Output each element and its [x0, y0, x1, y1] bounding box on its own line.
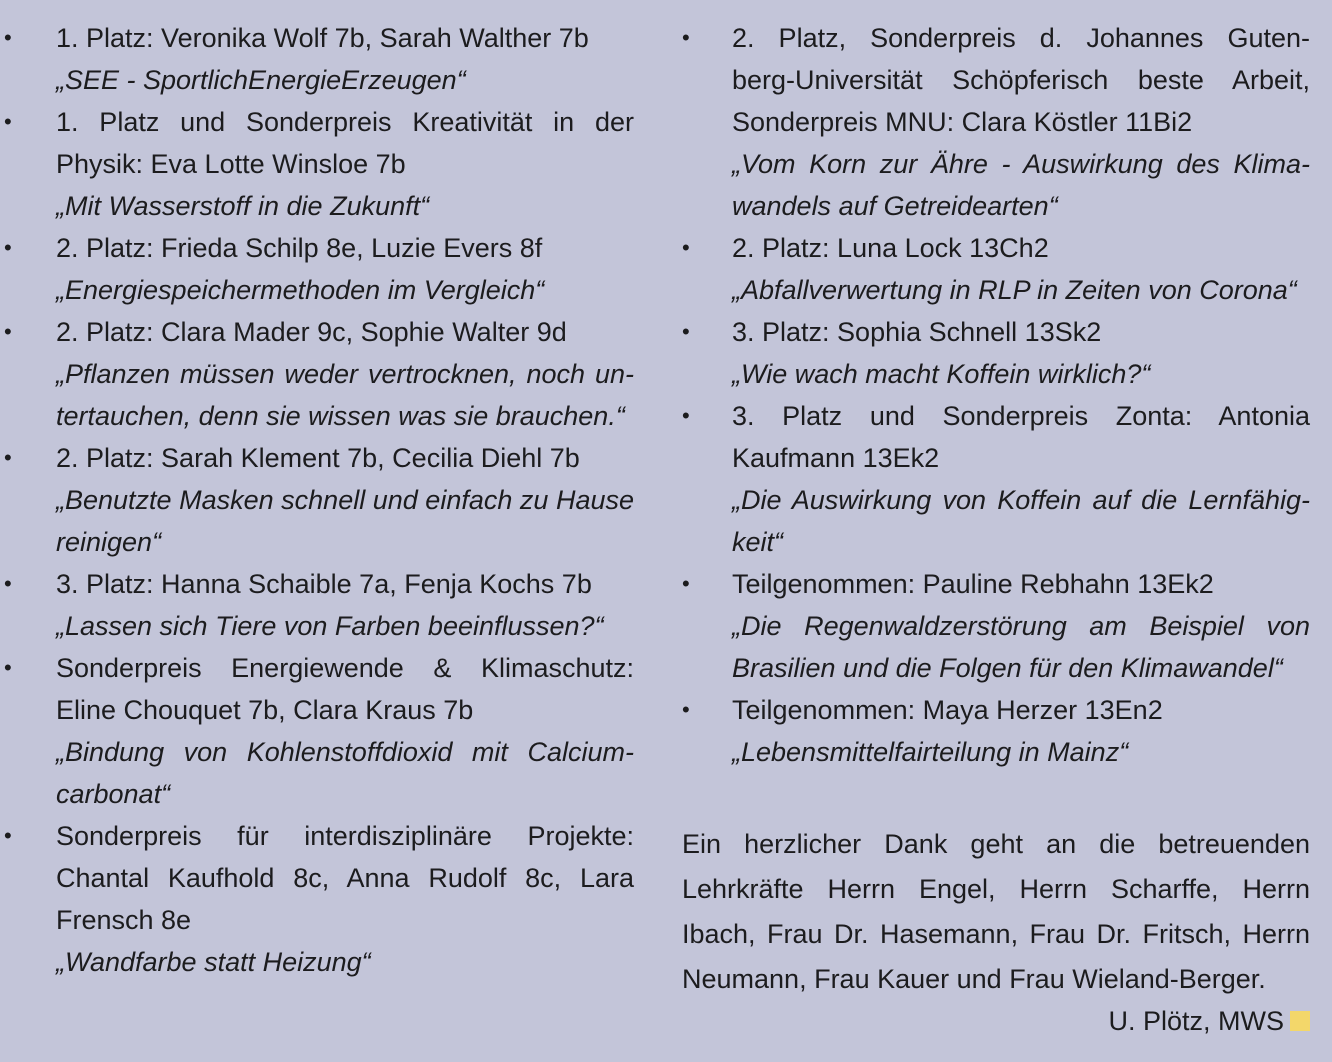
project-title: reinigen“: [56, 527, 162, 557]
thanks-line: Neumann, Frau Kauer und Frau Wieland-Berger.: [682, 964, 1266, 994]
award-entry: [676, 17, 1310, 227]
project-title: Brasilien und die Folgen für den Klimawandel“: [732, 653, 1283, 683]
award-line: • 3. Platz: Sophia Schnell 13Sk2: [732, 317, 1102, 347]
award-entry: [0, 815, 634, 983]
award-line: • 1. Platz und Sonderpreis Kreativität in der: [56, 107, 634, 137]
thanks-line: Ibach, Frau Dr. Hasemann, Frau Dr. Fritsch, Herrn: [682, 919, 1310, 949]
award-entry: [676, 395, 1310, 563]
award-entry: [0, 563, 634, 647]
award-line: • 3. Platz: Hanna Schaible 7a, Fenja Kochs 7b: [56, 569, 592, 599]
thanks-paragraph: [682, 822, 1310, 1002]
award-line: • Teilgenommen: Maya Herzer 13En2: [732, 695, 1163, 725]
project-title: „Die Auswirkung von Koffein auf die Lernfähig-: [732, 485, 1310, 515]
award-entry: [0, 227, 634, 311]
award-line: berg-Universität Schöpferisch beste Arbeit,: [732, 65, 1310, 95]
award-line: Frensch 8e: [56, 905, 192, 935]
project-title: wandels auf Getreidearten“: [732, 191, 1058, 221]
award-line: Kaufmann 13Ek2: [732, 443, 940, 473]
project-title: carbonat“: [56, 779, 171, 809]
award-entry: [676, 311, 1310, 395]
award-line: • Sonderpreis für interdisziplinäre Projekte:: [56, 821, 634, 851]
award-line: Physik: Eva Lotte Winsloe 7b: [56, 149, 406, 179]
project-title: „Energiespeichermethoden im Vergleich“: [56, 275, 545, 305]
award-line: • Teilgenommen: Pauline Rebhahn 13Ek2: [732, 569, 1214, 599]
award-line: • 2. Platz: Frieda Schilp 8e, Luzie Evers 8f: [56, 233, 543, 263]
thanks-line: Lehrkräfte Herrn Engel, Herrn Scharffe, Herrn: [682, 874, 1310, 904]
award-entry: [676, 563, 1310, 689]
award-line: Sonderpreis MNU: Clara Köstler 11Bi2: [732, 107, 1193, 137]
award-entry: [0, 311, 634, 437]
award-entry: [676, 227, 1310, 311]
project-title: „Benutzte Masken schnell und einfach zu Hause: [56, 485, 634, 515]
award-entry: [0, 101, 634, 227]
award-line: Chantal Kaufhold 8c, Anna Rudolf 8c, Lara: [56, 863, 634, 893]
end-marker-square-icon: [1290, 1011, 1310, 1031]
award-entry: [0, 437, 634, 563]
project-title: „Die Regenwaldzerstörung am Beispiel von: [732, 611, 1310, 641]
project-title: „Lassen sich Tiere von Farben beeinflussen?“: [56, 611, 604, 641]
award-entry: [0, 17, 634, 101]
left-column: [0, 17, 634, 983]
project-title: „Pflanzen müssen weder vertrocknen, noch un-: [56, 359, 634, 389]
project-title: „Abfallverwertung in RLP in Zeiten von Corona“: [732, 275, 1297, 305]
award-line: • 2. Platz: Clara Mader 9c, Sophie Walter 9d: [56, 317, 567, 347]
award-line: • Sonderpreis Energiewende & Klimaschutz:: [56, 653, 634, 683]
project-title: keit“: [732, 527, 784, 557]
award-list-right: [676, 17, 1310, 773]
signature: U. Plötz, MWS: [1108, 1006, 1284, 1036]
award-list-left: [0, 17, 634, 983]
award-entry: [0, 647, 634, 815]
award-line: • 1. Platz: Veronika Wolf 7b, Sarah Walther 7b: [56, 23, 589, 53]
project-title: „SEE - SportlichEnergieErzeugen“: [56, 65, 466, 95]
project-title: „Vom Korn zur Ähre - Auswirkung des Klima-: [732, 149, 1310, 179]
project-title: „Bindung von Kohlenstoffdioxid mit Calcium-: [56, 737, 634, 767]
project-title: tertauchen, denn sie wissen was sie brauchen.“: [56, 401, 625, 431]
project-title: „Wie wach macht Koffein wirklich?“: [732, 359, 1151, 389]
award-line: • 2. Platz: Sarah Klement 7b, Cecilia Diehl 7b: [56, 443, 580, 473]
signature-block: [1108, 1000, 1310, 1042]
thanks-line: Ein herzlicher Dank geht an die betreuenden: [682, 829, 1310, 859]
award-entry: [676, 689, 1310, 773]
project-title: „Wandfarbe statt Heizung“: [56, 947, 371, 977]
right-column: [676, 17, 1310, 773]
award-line: • 2. Platz, Sonderpreis d. Johannes Guten-: [732, 23, 1310, 53]
project-title: „Mit Wasserstoff in die Zukunft“: [56, 191, 430, 221]
project-title: „Lebensmittelfairteilung in Mainz“: [732, 737, 1129, 767]
award-line: • 3. Platz und Sonderpreis Zonta: Antonia: [732, 401, 1310, 431]
award-line: • 2. Platz: Luna Lock 13Ch2: [732, 233, 1049, 263]
award-line: Eline Chouquet 7b, Clara Kraus 7b: [56, 695, 474, 725]
